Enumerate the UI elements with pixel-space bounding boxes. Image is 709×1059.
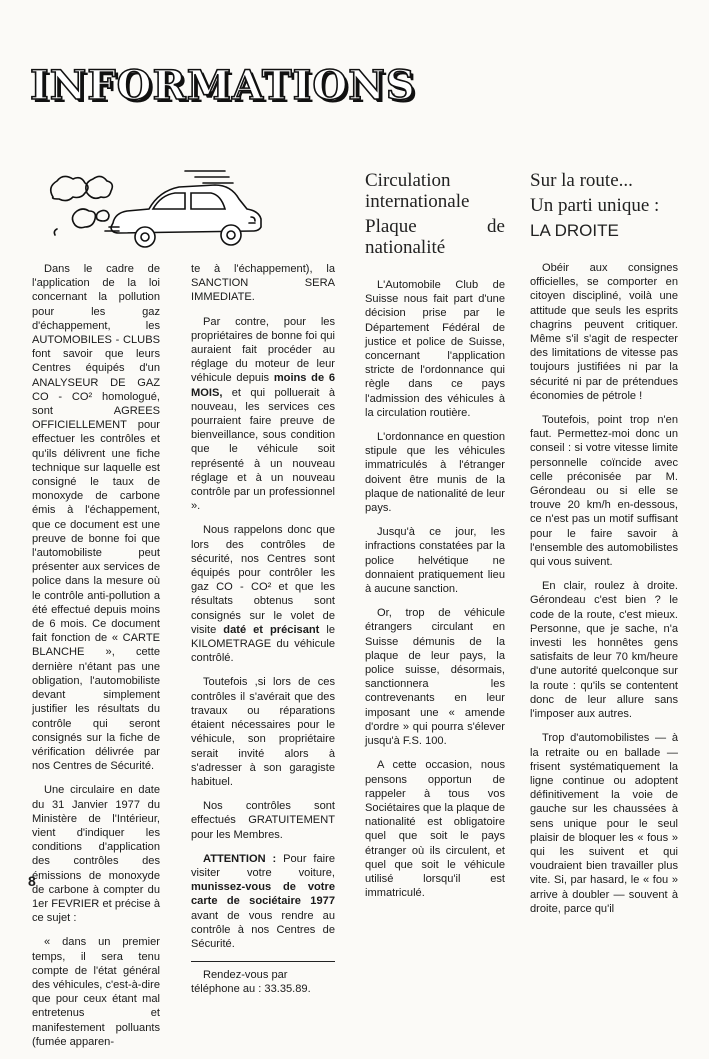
paragraph [191,852,335,951]
paragraph: En clair, roulez à droite. Gérondeau c'est bien ? le code de la route, c'est mieux. Personne, que je sache, n'a investi les honnêtes gens satisfaits de leur 70 km/heure d'une autorité quelconque sur la route : qu'ils se contentent donc de leur allure sans l'imposer aux autres. [530,580,678,721]
paragraph: Jusqu'à ce jour, les infractions constatées par la police helvétique ne donnaient pratiquement lieu à aucune sanction. [365,526,505,596]
text-span: Nous rappelons donc que lors des contrôles de sécurité, nos Centres sont équipés pour contrôler les gaz CO - CO² et que les résultats obtenus sont consignés sur le volet de visite [191,524,335,636]
article-subheading: LA DROITE [530,221,619,240]
text-span: et qui polluerait à nouveau, les services ces pourraient faire preuve de bienveillance, sous condition que le véhicule soit représenté à un nouveau réglage et à un nouveau contrôle par un professionnel ». [191,386,335,513]
bold-text: munissez-vous de votre carte de sociétaire 1977 [191,881,335,908]
paragraph: Nos contrôles sont effectués GRATUITEMENT pour les Membres. [191,800,335,841]
paragraph: te à l'échappement), la SANCTION SERA IMMEDIATE. [191,263,335,304]
column-1 [32,262,160,1059]
text-span: Par contre, pour les propriétaires de bonne foi qui auraient fait procéder au réglage du moteur de leur véhicule depuis [191,315,335,385]
paragraph: Dans le cadre de l'application de la loi concernant la pollution pour les gaz d'échappement, les AUTOMOBILES - CLUBS font savoir que leurs Centres équipés d'un ANALYSEUR DE GAZ CO - CO² homologué, sont AGREES OFFICIELLEMENT pour effectuer les contrôles et qu'ils délivrent une fiche technique sur laquelle est consigné le taux de monoxyde de carbone émis à l'échappement, que ce document est une preuve de bonne foi que l'automobiliste peut présenter aux services de police dans la mesure où le contrôle anti-pollution a été effectué depuis moins de 6 mois. Ce document fait fonction de « CARTE BLANCHE », cette dernière n'étant pas une obligation, l'automobiliste devant simplement justifier les résultats du contrôle qui seront consignés sur la fiche de vérification délivrée par nos Centres de Sécurité. [32,263,160,773]
paragraph: Toutefois, point trop n'en faut. Permettez-moi donc un conseil : si votre vitesse limite personnelle coïncide avec celle préconisée par M. Gérondeau ou si elle se trouve 20 km/h en-dessous, ce n'est pas un motif suffisant pour le faire savoir à l'ensemble des automobilistes qui vous suivent. [530,414,678,569]
text-span: le KILOMETRAGE du véhicule contrôlé. [191,623,335,665]
page-number: 8 [28,873,36,889]
article-subheading: Un parti unique : [530,195,660,216]
column-2 [191,262,335,1007]
paragraph [191,523,335,665]
text-span: avant de vous rendre au contrôle à nos Centres de Sécurité. [191,909,335,950]
article-heading: Sur la route... [530,170,633,191]
article-subheading: Plaque de nationalité [365,216,505,258]
paragraph [191,315,335,514]
bold-text: daté et précisant [223,623,320,636]
phone-box: Rendez-vous par téléphone au : 33.35.89. [191,961,335,996]
car-illustration-icon [35,165,270,257]
paragraph: « dans un premier temps, il sera tenu compte de l'état général des véhicules, c'est-à-dire que pour ceux étant mal entretenus et manifestement polluants (fumée apparen- [32,936,160,1048]
paragraph: Or, trop de véhicule étrangers circulant en Suisse démunis de la plaque de leur pays, la police suisse, désormais, sanctionnera les contrevenants en leur imposant une « amende d'ordre » qui pourra s'élever jusqu'à F.S. 100. [365,607,505,748]
bold-text: moins de 6 MOIS, [191,372,336,399]
column-4 [530,170,678,926]
paragraph: Une circulaire en date du 31 Janvier 1977 du Ministère de l'Intérieur, vient d'indiquer les conditions d'application des contrôles des émissions de monoxyde de carbone à compter du 1er FEVRIER et précise à ce sujet : [32,784,160,925]
paragraph: Obéir aux consignes officielles, se comporter en citoyen discipliné, voilà une attitude que seuls les esprits chagrins peuvent critiquer. Même s'il s'agit de respecter des limitations de vitesse pas toujours justifiées ni par la sécurité ni par de prétendues économies de pétrole ! [530,262,678,402]
paragraph: L'ordonnance en question stipule que les véhicules immatriculés à l'étranger doivent être munis de la plaque de nationalité de leur pays. [365,431,505,515]
article-heading: Circulation internationale [365,170,470,212]
section-banner: INFORMATIONS [30,62,416,109]
text-span: Pour faire visiter votre voiture, [191,852,335,879]
paragraph: L'Automobile Club de Suisse nous fait part d'une décision prise par le Département Fédéral de justice et police de Suisse, concernant l'application stricte de l'ordonnance qui règle dans ce pays l'admission des véhicules à la circulation routière. [365,279,505,419]
paragraph: Trop d'automobilistes — à la retraite ou en ballade — frisent systématiquement la ligne continue ou adoptent définitivement la voie de gauche sur les chaussées à sens unique pour le seul plaisir de bloquer les « fous » qui les suivent et qui voudraient bien travailler plus vite. Si, par hasard, le « fou » arrive à doubler — souvent à droite, parce qu'il [530,732,678,915]
paragraph: Toutefois ,si lors de ces contrôles il s'avérait que des travaux ou réparations étaient nécessaires pour le véhicule, son propriétaire serait invité alors à s'adresser à son garagiste habituel. [191,676,335,788]
column-3 [365,170,505,910]
paragraph: A cette occasion, nous pensons opportun de rappeler à tous vos Sociétaires que la plaque de nationalité est obligatoire quel que soit le pays étranger où ils circulent, et quel que soit le véhicule utilisé lorsqu'il est immatriculé. [365,759,506,900]
bold-text: ATTENTION : [203,852,277,865]
